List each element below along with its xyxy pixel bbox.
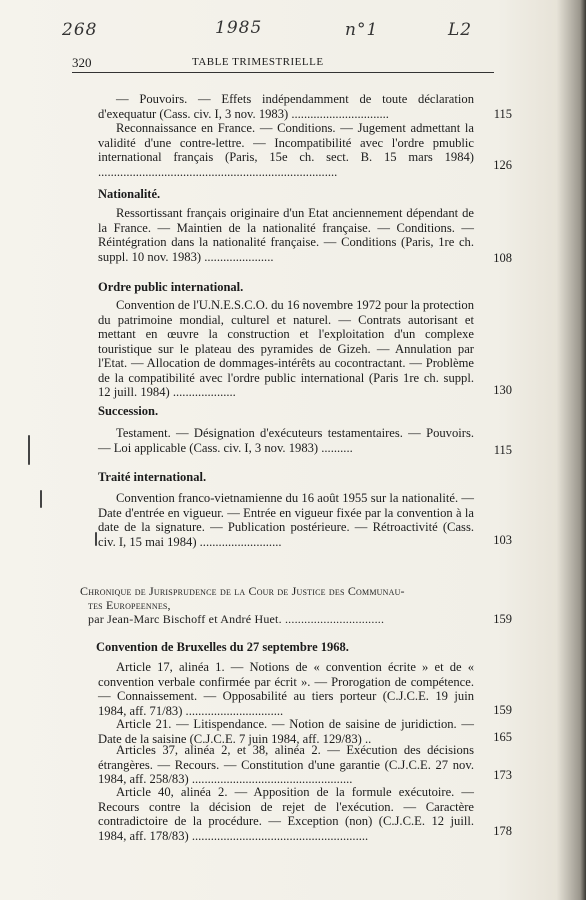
index-entry: Reconnaissance en France. — Conditions. — Jugement admettant la validité d'une contre-lettre. — Incompatibilité avec l'ordre pmublic international français (Paris, 15e ch. sect. B. 15 mars 1984) ............................................................................ (98, 121, 474, 179)
section-heading: Ordre public international. (98, 280, 244, 294)
page-number: 320 (72, 55, 92, 70)
index-entry: Article 40, alinéa 2. — Apposition de la formule exécutoire. — Recours contre la décision de rejet de l'exécution. — Caractère contradictoire de la procédure. — Exception (non) (C.J.C.E. 12 juill. 1984, aff. 178/83) ........................................................ (98, 785, 474, 843)
handwritten-note-issue: n°1 (345, 20, 379, 40)
section-heading: Traité international. (98, 470, 207, 484)
entry-page: 103 (493, 533, 512, 547)
entry-page: 108 (493, 251, 512, 265)
entry-page: 126 (493, 158, 512, 172)
header-rule (72, 72, 494, 73)
entry-page: 173 (493, 768, 512, 782)
entry-page: 130 (493, 383, 512, 397)
handwritten-note-number: 268 (62, 20, 98, 40)
index-entry: Article 21. — Litispendance. — Notion de saisine de juridiction. — Date de la saisine (C.J.C.E. 7 juin 1984, aff. 129/83) .. (98, 717, 474, 746)
entry-page: 165 (493, 730, 512, 744)
handwritten-note-code: L2 (448, 20, 473, 40)
chronique-title: Chronique de Jurisprudence de la Cour de Justice des Communau- tes Europeennes, par Jean-Marc Bischoff et André Huet. ............................... (80, 584, 405, 626)
section-heading: Succession. (98, 404, 159, 418)
entry-page: 115 (493, 443, 512, 457)
entry-page: 159 (493, 612, 512, 626)
index-entry: Convention franco-vietnamienne du 16 août 1955 sur la nationalité. — Date d'entrée en vigueur. — Entrée en vigueur fixée par la convention à la date de la signature. — Publication postérieure. — Rétroactivité (Cass. civ. I, 15 mai 1984) .......................... (98, 491, 474, 549)
section-heading: Convention de Bruxelles du 27 septembre 1968. (96, 640, 349, 654)
index-entry: — Pouvoirs. — Effets indépendamment de toute déclaration d'exequatur (Cass. civ. I, 3 nov. 1983) ............................... (98, 92, 474, 121)
index-entry: Testament. — Désignation d'exécuteurs testamentaires. — Pouvoirs. — Loi applicable (Cass. civ. I, 3 nov. 1983) .......... (98, 426, 474, 455)
margin-mark (28, 435, 30, 465)
margin-mark (40, 490, 42, 508)
index-entry: Convention de l'U.N.E.S.C.O. du 16 novembre 1972 pour la protection du patrimoine mondial, culturel et naturel. — Contrats autorisant et mettant en œuvre la construction et l'exploitation d'un complexe touristique sur le plateau des pyramides de Gizeh. — Annulation par l'Etat. — Allocation de dommages-intérêts au cocontractant. — Problème de la compatibilité avec l'ordre public international (Paris 1re ch. suppl. 12 juill. 1984) .................... (98, 298, 474, 399)
index-entry: Articles 37, alinéa 2, et 38, alinéa 2. — Exécution des décisions étrangères. — Recours. — Constitution d'une garantie (C.J.C.E. 27 nov. 1984, aff. 258/83) ................................................... (98, 743, 474, 786)
entry-page: 159 (493, 703, 512, 717)
margin-mark (95, 532, 97, 546)
running-title: TABLE TRIMESTRIELLE (192, 56, 324, 68)
handwritten-note-year: 1985 (215, 18, 263, 38)
index-entry: Article 17, alinéa 1. — Notions de « convention écrite » et de « convention verbale confirmée par écrit ». — Prorogation de compétence. — Connaissement. — Opposabilité au tiers porteur (C.J.C.E. 19 juin 1984, aff. 71/83) ............................... (98, 660, 474, 718)
section-heading: Nationalité. (98, 187, 161, 201)
index-entry: Ressortissant français originaire d'un Etat anciennement dépendant de la France. — Maintien de la nationalité française. — Conditions. — Réintégration dans la nationalité française. — Conditions (Paris, 1re ch. suppl. 10 nov. 1983) ...................... (98, 206, 474, 264)
entry-page: 178 (493, 824, 512, 838)
entry-page: 115 (493, 107, 512, 121)
